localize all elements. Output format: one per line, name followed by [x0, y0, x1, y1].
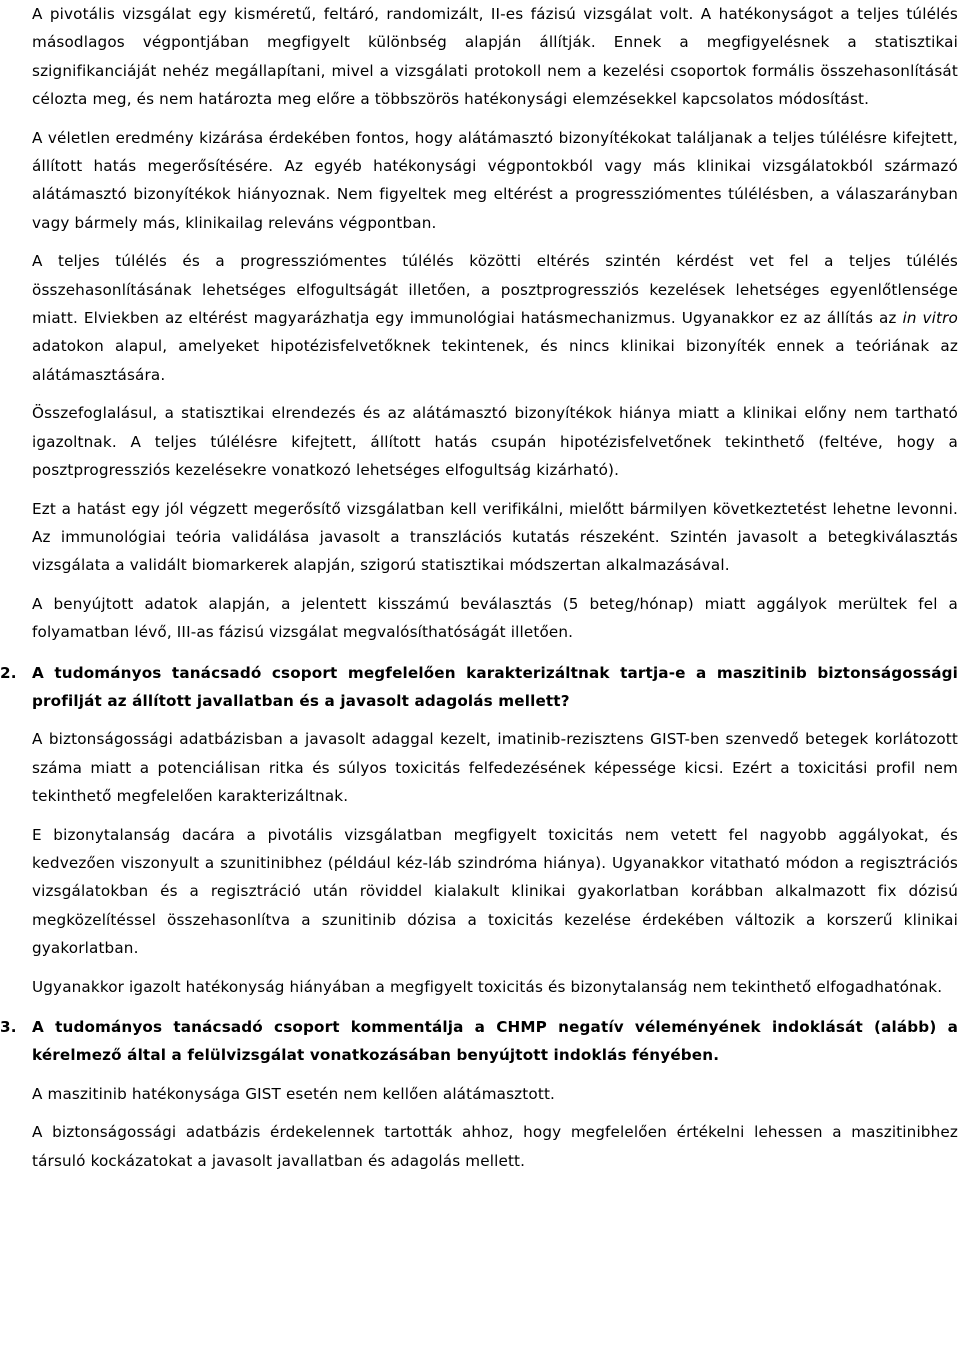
paragraph: A maszitinib hatékonysága GIST esetén nem kellően alátámasztott.	[32, 1084, 556, 1103]
paragraph	[32, 247, 958, 389]
paragraph: E bizonytalanság dacára a pivotális vizsgálatban megfigyelt toxicitás nem vetett fel nagyobb aggályokat, és kedvezően viszonyult a szunitinibhez (például kéz-láb szindróma hiánya). Ugyanakkor vitatható módon a regisztrációs vizsgálatokban és a regisztráció után röviddel kialakult klinikai gyakorlatban korábban alkalmazott fix dózisú megközelítéssel összehasonlítva a szunitinib dózisa a toxicitás kezelése érdekében változik a korszerű klinikai gyakorlatban.	[32, 825, 958, 958]
question-heading	[0, 659, 958, 716]
question-number: 2.	[0, 663, 17, 682]
question-number: 3.	[0, 1018, 17, 1036]
question-heading	[0, 1013, 958, 1070]
paragraph: A pivotális vizsgálat egy kisméretű, feltáró, randomizált, II-es fázisú vizsgálat volt. A hatékonyságot a teljes túlélés másodlagos végpontjában megfigyelt különbség alapján állítják. Ennek a megfigyelésnek a statisztikai szignifikanciáját nehéz megállapítani, mivel a vizsgálati protokoll nem a kezelési csoportok formális összehasonlítását célozta meg, és nem határozta meg előre a többszörös hatékonysági elemzésekkel kapcsolatos módosítást.	[32, 5, 958, 109]
question-text: A tudományos tanácsadó csoport megfelelően karakterizáltnak tartja-e a maszitinib biztonságossági profilját az állított javallatban és a javasolt adagolás mellett?	[32, 663, 958, 710]
paragraph-text: adatokon alapul, amelyeket hipotézisfelvetőknek tekintenek, és nincs klinikai bizonyíték ennek a teóriának az alátámasztására.	[32, 337, 958, 384]
paragraph: Ezt a hatást egy jól végzett megerősítő vizsgálatban kell verifikálni, mielőtt bármilyen következtetést lehetne levonni. Az immunológiai teória validálása javasolt a transzlációs kutatás részeként. Szintén javasolt a betegkiválasztás vizsgálata a validált biomarkerek alapján, szigorú statisztikai módszertan alkalmazásával.	[32, 499, 958, 575]
paragraph: A biztonságossági adatbázisban a javasolt adaggal kezelt, imatinib-rezisztens GIST-ben szenvedő betegek korlátozott száma miatt a potenciálisan ritka és súlyos toxicitás felfedezésének képessége kicsi. Ezért a toxicitási profil nem tekinthető megfelelően karakterizáltnak.	[32, 730, 958, 806]
paragraph: Összefoglalásul, a statisztikai elrendezés és az alátámasztó bizonyítékok hiánya miatt a klinikai előny nem tartható igazoltnak. A teljes túlélésre kifejtett, állított hatás csupán hipotézisfelvetőnek tekinthető (feltéve, hogy a posztprogressziós kezelésekre vonatkozó lehetséges elfogultság kizárható).	[32, 404, 958, 480]
paragraph-text: A teljes túlélés és a progressziómentes túlélés közötti eltérés szintén kérdést vet fel a teljes túlélés összehasonlításának lehetséges elfogultságát illetően, a posztprogressziós kezelések lehetséges egyenlőtlensége miatt. Elviekben az eltérést magyarázhatja egy immunológiai hatásmechanizmus.	[32, 252, 958, 328]
paragraph: A biztonságossági adatbázis érdekelennek tartották ahhoz, hogy megfelelően értékelni lehessen a maszitinibhez társuló kockázatokat a javasolt javallatban és adagolás mellett.	[32, 1123, 958, 1170]
paragraph: A benyújtott adatok alapján, a jelentett kisszámú beválasztás (5 beteg/hónap) miatt aggályok merültek fel a folyamatban lévő, III-as fázisú vizsgálat megvalósíthatóságát illetően.	[32, 594, 958, 642]
paragraph: Ugyanakkor igazolt hatékonyság hiányában a megfigyelt toxicitás és bizonytalanság nem tekinthető elfogadhatónak.	[32, 977, 943, 996]
paragraph-text: Ugyanakkor ez az állítás az	[681, 309, 903, 328]
question-text: A tudományos tanácsadó csoport kommentálja a CHMP negatív véleményének indoklását (alább) a kérelmező által a felülvizsgálat vonatkozásában benyújtott indoklás fényében.	[32, 1018, 958, 1065]
paragraph: A véletlen eredmény kizárása érdekében fontos, hogy alátámasztó bizonyítékokat találjanak a teljes túlélésre kifejtett, állított hatás megerősítésére. Az egyéb hatékonysági végpontokból vagy más klinikai vizsgálatokból származó alátámasztó bizonyítékok hiányoznak. Nem figyeltek meg eltérést a progressziómentes túlélésben, a válaszarányban vagy bármely más, klinikailag releváns végpontban.	[32, 128, 958, 232]
italic-term: in vitro	[902, 309, 958, 328]
